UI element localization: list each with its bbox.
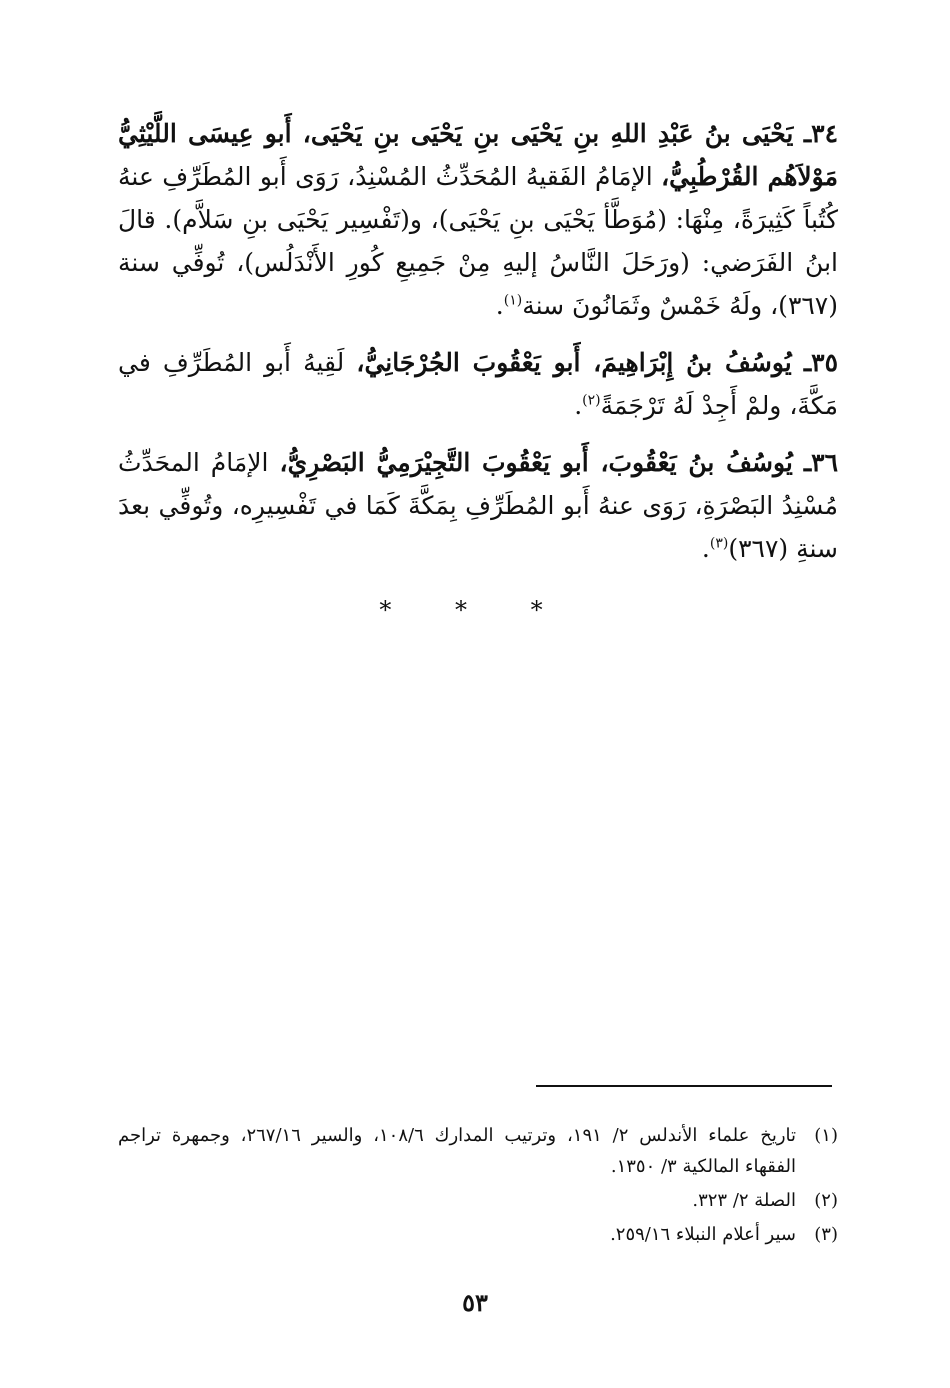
main-text (118, 112, 838, 584)
footnote-reference: (٢) (582, 392, 601, 409)
entry-text: الإمَامُ المحَدِّثُ مُسْنِدُ البَصْرَةِ، رَوَى عنهُ أَبو المُطَرِّفِ بِمَكَّةَ كَمَا في تَفْسِيرِه، وتُوفِّي بعدَ سنةِ (٣٦٧) (118, 448, 838, 563)
entry-35 (118, 341, 838, 427)
entry-text: الإمَامُ الفَقيهُ المُحَدِّثُ المُسْنِدُ، رَوَى أَبو المُطَرِّفِ عنهُ كُتُباً كَثِيرَةً، مِنْهَا: (مُوَطَّأ يَحْيَى بنِ يَحْيَى)، و(تَفْسِير يَحْيَى بنِ سَلاَّم). قالَ ابنُ الفَرَضي: (ورَحَلَ النَّاسُ إليهِ مِنْ جَمِيعِ كُورِ الأَنْدَلُس)، تُوفِّي سنة (٣٦٧)، ولَهُ خَمْسٌ وثَمَانُونَ سنة (118, 162, 838, 320)
entry-name: يُوسُفُ بنُ يَعْقُوبَ، أَبو يَعْقُوبَ التَّجِيْرَمِيُّ البَصْرِيُّ، (279, 448, 793, 477)
page-number: ٥٣ (462, 1288, 488, 1317)
entry-end: . (574, 391, 583, 420)
entry-34 (118, 112, 838, 327)
section-separator: * * * (379, 596, 571, 624)
footnote-text: سير أعلام النبلاء ٢٥٩/١٦. (610, 1224, 796, 1245)
footnote-number: (١) (814, 1125, 838, 1146)
entry-number: ٣٥ـ (803, 348, 838, 377)
footnote-text: تاريخ علماء الأندلس ٢/ ١٩١، وترتيب المدارك ١٠٨/٦، والسير ٢٦٧/١٦، وجمهرة تراجم الفقهاء المالكية ٣/ ١٣٥٠. (118, 1125, 797, 1177)
entry-number: ٣٤ـ (803, 119, 838, 148)
footnote-number: (٢) (814, 1190, 838, 1211)
footnote-reference: (٣) (709, 535, 729, 552)
footnote-divider (536, 1085, 832, 1087)
entry-36 (118, 441, 838, 570)
entry-end: . (495, 291, 504, 320)
footnote-2 (118, 1185, 838, 1216)
footnote-text: الصلة ٢/ ٣٢٣. (692, 1190, 796, 1211)
footnote-reference: (١) (503, 292, 523, 309)
entry-text: لَقِيهُ أَبو المُطَرِّفِ في مَكَّةَ، ولمْ أَجِدْ لَهُ تَرْجَمَةً (118, 348, 838, 420)
footnote-number: (٣) (814, 1224, 838, 1245)
footnote-1 (118, 1120, 838, 1182)
entry-end: . (701, 534, 710, 563)
entry-name: يَحْيَى بنُ عَبْدِ اللهِ بنِ يَحْيَى بنِ يَحْيَى بنِ يَحْيَى، أَبو عِيسَى اللَّيْثِيُّ مَوْلاَهُم القُرْطُبِيُّ، (118, 119, 838, 191)
entry-number: ٣٦ـ (803, 448, 839, 477)
footnotes (118, 1120, 838, 1253)
footnote-3 (118, 1219, 838, 1250)
entry-name: يُوسُفُ بنُ إِبْرَاهِيمَ، أَبو يَعْقُوبَ الجُرْجَانِيُّ، (356, 348, 792, 377)
